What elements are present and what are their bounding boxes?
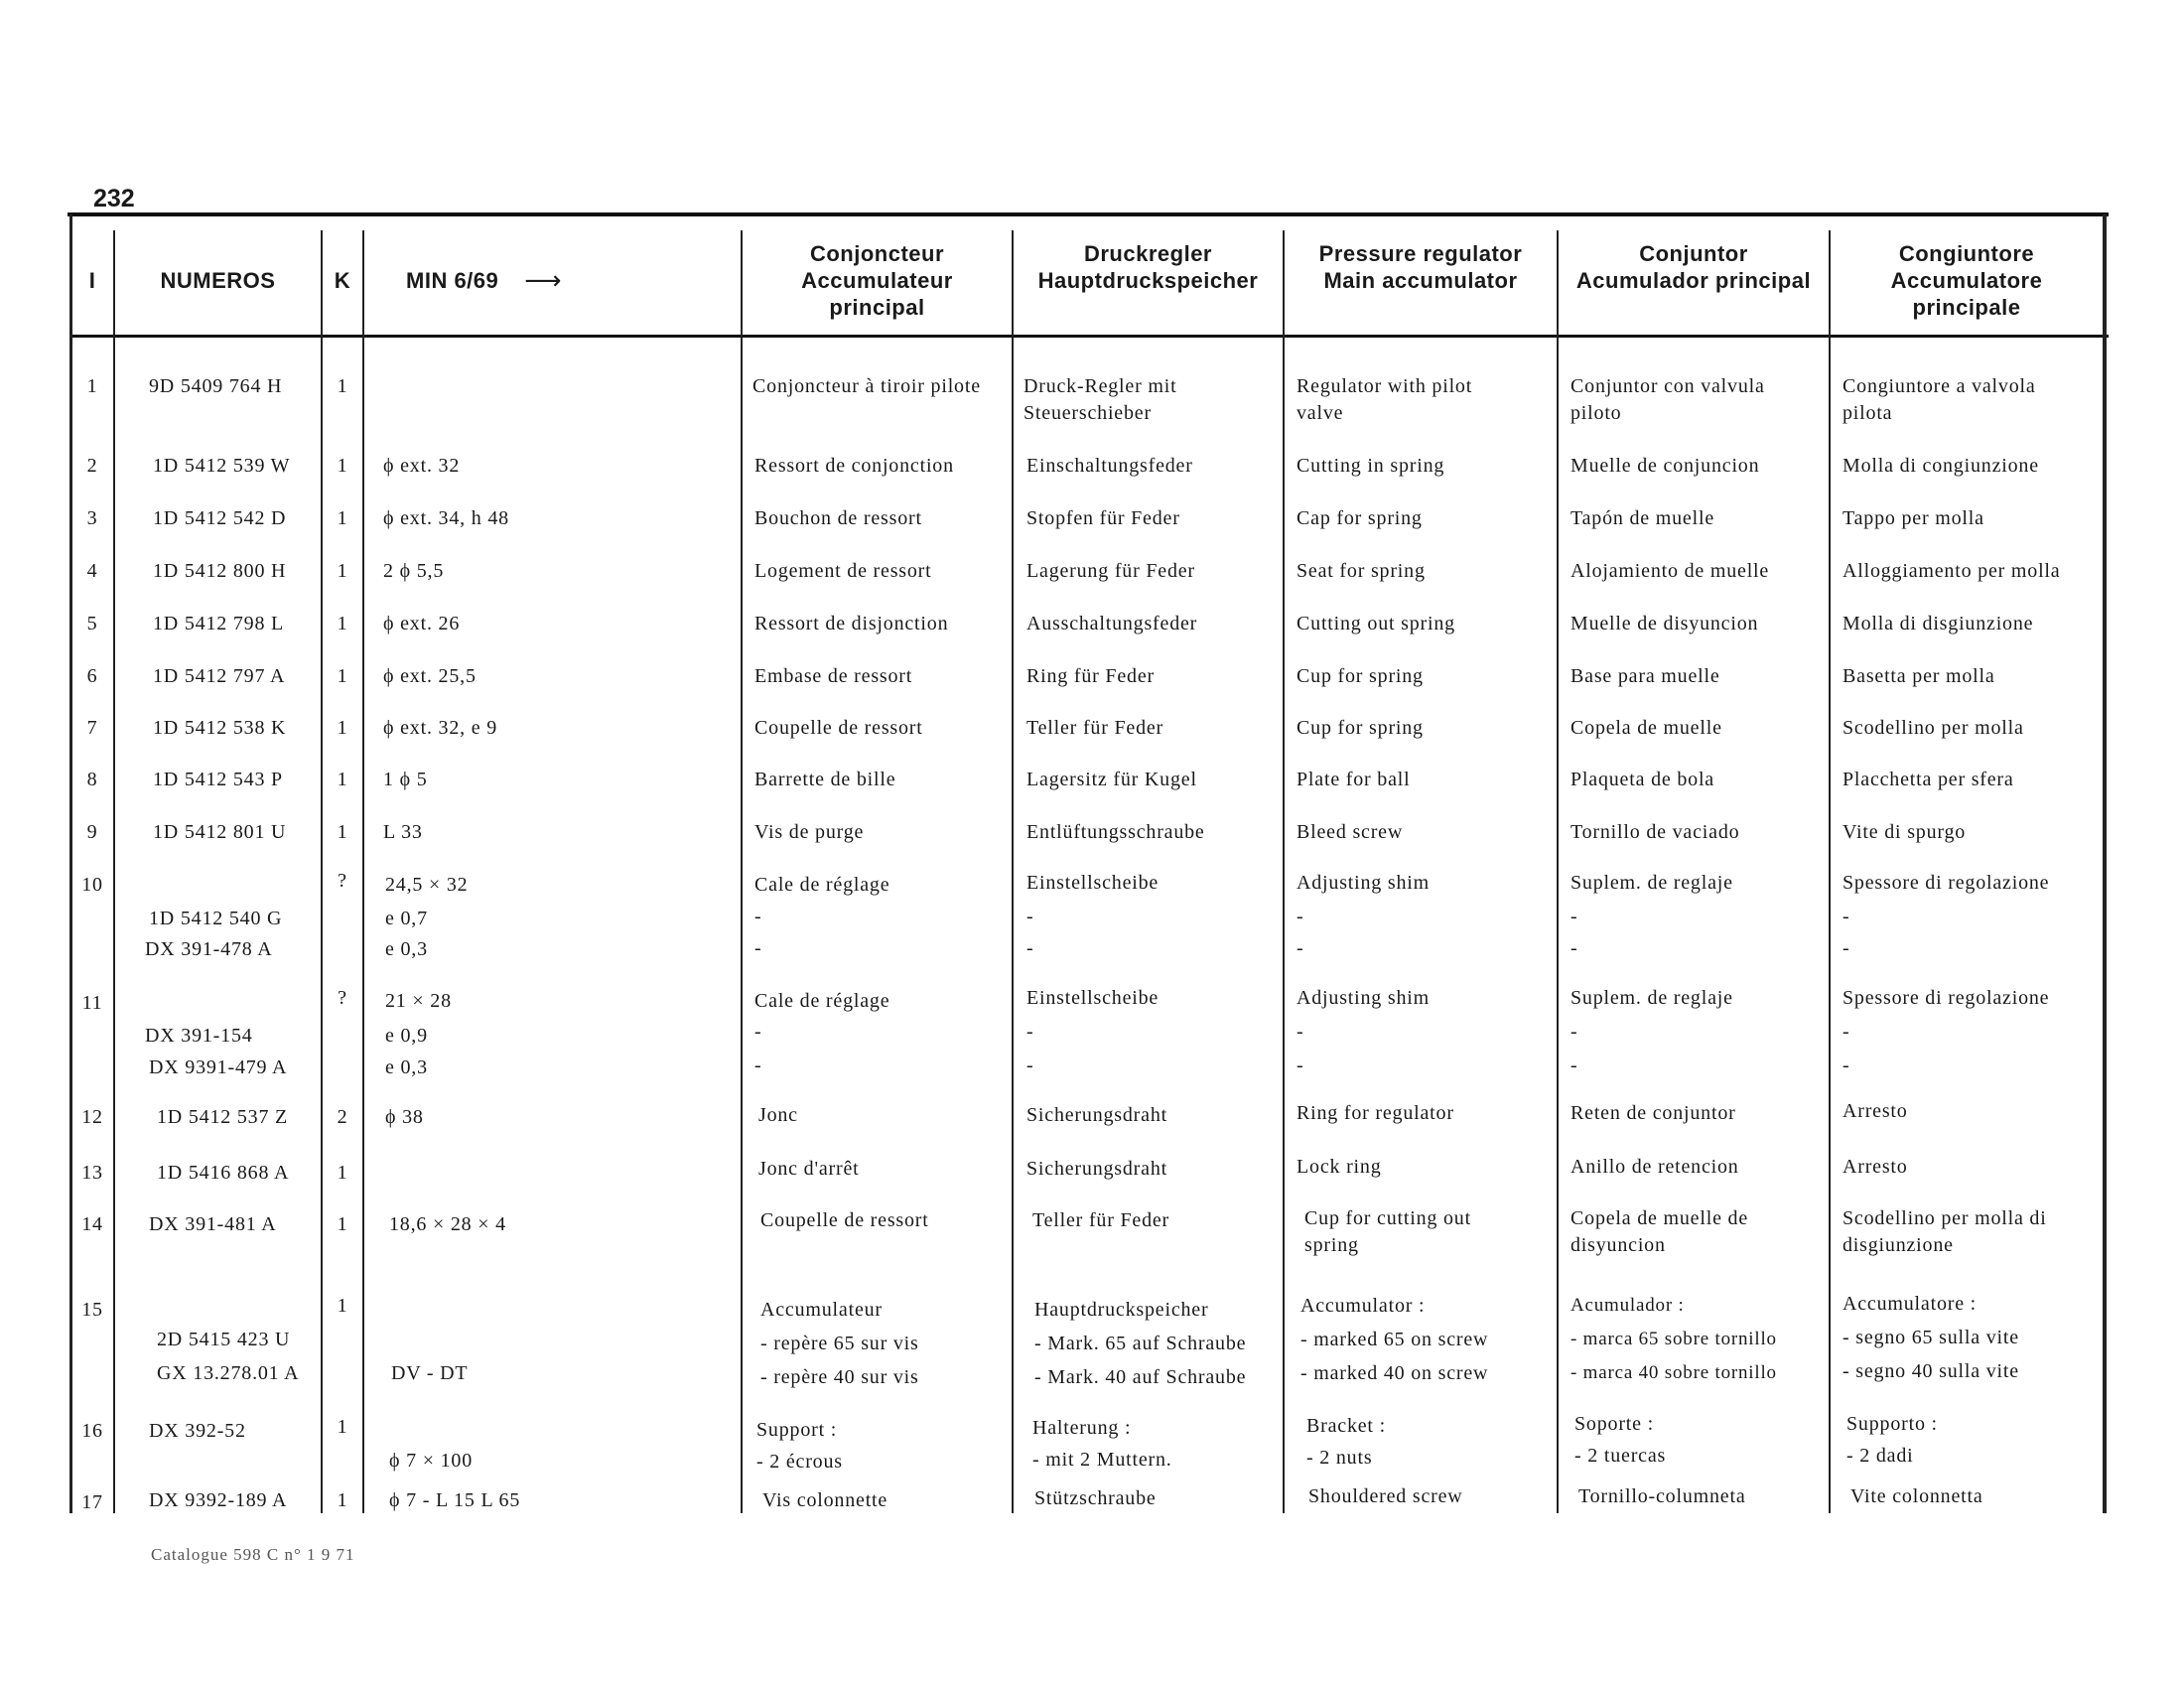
quantity: ? <box>338 870 347 892</box>
desc-en: Ring for regulator <box>1297 1102 1454 1124</box>
desc-en: Cup for spring <box>1297 717 1424 739</box>
desc-de: Einstellscheibe <box>1026 872 1160 894</box>
desc-de: Einstellscheibe <box>1026 987 1160 1009</box>
desc-en: Cup for spring <box>1297 665 1424 687</box>
desc-it: Alloggiamento per molla <box>1843 560 2061 582</box>
desc-fr: Jonc d'arrêt <box>758 1158 860 1180</box>
desc-fr: Coupelle de ressort <box>760 1209 929 1231</box>
header-french: Conjoncteur Accumulateur principal <box>801 240 953 320</box>
part-number: GX 13.278.01 A <box>157 1362 300 1384</box>
desc-es: Copela de muelle de disyuncion <box>1570 1207 1749 1256</box>
col-divider <box>1829 230 1831 1513</box>
dash-es: - <box>1570 1055 1578 1076</box>
row-index: 3 <box>86 507 98 529</box>
desc-en: Shouldered screw <box>1308 1485 1463 1507</box>
desc-es: Suplem. de reglaje <box>1570 872 1733 894</box>
quantity: 1 <box>337 455 348 477</box>
desc-es: Conjuntor con valvula piloto <box>1570 375 1765 424</box>
desc-de: Einschaltungsfeder <box>1026 455 1193 477</box>
dimension: e 0,7 <box>385 908 428 929</box>
dimension: ϕ ext. 26 <box>383 613 461 634</box>
quantity: 1 <box>337 665 348 687</box>
desc-fr: Vis de purge <box>754 821 865 843</box>
col-divider <box>362 230 364 1513</box>
part-number: 1D 5412 538 K <box>153 717 287 739</box>
desc-it: Scodellino per molla di disgiunzione <box>1843 1207 2047 1256</box>
part-number: 1D 5412 537 Z <box>157 1106 289 1128</box>
desc-es: Reten de conjuntor <box>1570 1102 1736 1124</box>
desc-de: Halterung : - mit 2 Muttern. <box>1032 1417 1172 1471</box>
row-index: 12 <box>81 1106 103 1128</box>
dash-en: - <box>1297 1021 1304 1043</box>
desc-de: Entlüftungsschraube <box>1026 821 1205 843</box>
dimension: L 33 <box>383 821 423 843</box>
dash-it: - <box>1843 1055 1850 1076</box>
part-number: 1D 5412 797 A <box>153 665 286 687</box>
desc-fr: Cale de réglage <box>754 990 890 1012</box>
part-number: 1D 5412 800 H <box>153 560 287 582</box>
header-bottom-border <box>71 335 2109 338</box>
desc-de: Druck-Regler mit Steuerschieber <box>1024 375 1177 424</box>
dash-fr: - <box>754 937 762 959</box>
part-number: 1D 5412 542 D <box>153 507 287 529</box>
dimension: e 0,3 <box>385 938 428 960</box>
row-index: 14 <box>81 1213 103 1235</box>
row-index: 13 <box>81 1162 103 1184</box>
desc-en: Cutting out spring <box>1297 613 1455 634</box>
desc-en: Adjusting shim <box>1297 987 1430 1009</box>
dash-it: - <box>1843 906 1850 927</box>
desc-it: Spessore di regolazione <box>1843 872 2050 894</box>
header-index: I <box>88 267 96 293</box>
desc-en: Cap for spring <box>1297 507 1423 529</box>
desc-en: Cutting in spring <box>1297 455 1445 477</box>
desc-en: Lock ring <box>1297 1156 1382 1178</box>
quantity: 1 <box>337 769 348 790</box>
part-number: 1D 5412 543 P <box>153 769 283 790</box>
dash-de: - <box>1026 937 1034 959</box>
quantity: ? <box>338 987 347 1009</box>
page-number: 232 <box>93 185 135 212</box>
desc-es: Tornillo-columneta <box>1578 1485 1746 1507</box>
dash-es: - <box>1570 1021 1578 1043</box>
desc-it: Arresto <box>1843 1100 1908 1122</box>
desc-it: Scodellino per molla <box>1843 717 2024 739</box>
dash-de: - <box>1026 1055 1034 1076</box>
desc-de: Ausschaltungsfeder <box>1026 613 1198 634</box>
header-english: Pressure regulator Main accumulator <box>1318 241 1523 293</box>
desc-en: Seat for spring <box>1297 560 1426 582</box>
desc-en: Adjusting shim <box>1297 872 1430 894</box>
desc-fr: Accumulateur - repère 65 sur vis - repère 40 sur vis <box>760 1299 919 1388</box>
quantity: 1 <box>337 1416 348 1438</box>
quantity: 2 <box>337 1106 348 1128</box>
desc-fr: Support : - 2 écrous <box>756 1419 843 1473</box>
dimension: 2 ϕ 5,5 <box>383 560 445 582</box>
catalogue-footer: Catalogue 598 C n° 1 9 71 <box>151 1545 355 1564</box>
row-index: 8 <box>86 769 98 790</box>
desc-es: Copela de muelle <box>1570 717 1722 739</box>
dimension: e 0,3 <box>385 1056 428 1078</box>
dash-es: - <box>1570 906 1578 927</box>
dash-fr: - <box>754 906 762 927</box>
header-min <box>364 234 741 326</box>
row-index: 11 <box>81 992 103 1014</box>
desc-es: Acumulador : - marca 65 sobre tornillo - marca 40 sobre tornillo <box>1570 1295 1777 1383</box>
desc-fr: Vis colonnette <box>762 1489 888 1511</box>
desc-es: Tornillo de vaciado <box>1570 821 1740 843</box>
desc-en: Cup for cutting out spring <box>1304 1207 1471 1256</box>
table-right-border <box>2103 214 2107 1513</box>
dimension: 1 ϕ 5 <box>383 769 428 790</box>
col-divider <box>1012 230 1014 1513</box>
row-index: 9 <box>86 821 98 843</box>
dash-es: - <box>1570 937 1578 959</box>
desc-it: Molla di congiunzione <box>1843 455 2039 477</box>
part-number: 1D 5412 798 L <box>153 613 285 634</box>
dash-fr: - <box>754 1055 762 1076</box>
desc-fr: Logement de ressort <box>754 560 932 582</box>
quantity: 1 <box>337 717 348 739</box>
row-index: 5 <box>86 613 98 634</box>
dimension: ϕ 7 - L 15 L 65 <box>389 1489 521 1511</box>
dash-en: - <box>1297 1055 1304 1076</box>
row-index: 2 <box>86 455 98 477</box>
desc-it: Spessore di regolazione <box>1843 987 2050 1009</box>
table-top-border <box>68 212 2109 216</box>
desc-es: Plaqueta de bola <box>1570 769 1714 790</box>
dimension: DV - DT <box>391 1362 469 1384</box>
part-number: 1D 5412 540 G <box>149 908 283 929</box>
desc-es: Suplem. de reglaje <box>1570 987 1733 1009</box>
part-number: DX 9392-189 A <box>149 1489 288 1511</box>
header-min-label: MIN 6/69 <box>406 267 499 293</box>
row-index: 7 <box>86 717 98 739</box>
header-numeros: NUMEROS <box>160 267 276 293</box>
dash-de: - <box>1026 906 1034 927</box>
desc-it: Placchetta per sfera <box>1843 769 2014 790</box>
desc-de: Lagerung für Feder <box>1026 560 1195 582</box>
part-number: DX 9391-479 A <box>149 1056 288 1078</box>
desc-de: Sicherungsdraht <box>1026 1104 1167 1126</box>
dash-en: - <box>1297 937 1304 959</box>
desc-fr: Ressort de disjonction <box>754 613 949 634</box>
arrow-right-icon: ⟶ <box>524 264 563 295</box>
part-number: DX 391-481 A <box>149 1213 277 1235</box>
dimension: ϕ 38 <box>385 1106 424 1128</box>
quantity: 1 <box>337 613 348 634</box>
quantity: 1 <box>337 1162 348 1184</box>
desc-fr: Jonc <box>758 1104 798 1126</box>
row-index: 6 <box>86 665 98 687</box>
desc-es: Tapón de muelle <box>1570 507 1714 529</box>
desc-de: Sicherungsdraht <box>1026 1158 1167 1180</box>
dash-en: - <box>1297 906 1304 927</box>
part-number: 1D 5412 801 U <box>153 821 287 843</box>
row-index: 10 <box>81 874 103 896</box>
quantity: 1 <box>337 821 348 843</box>
dimension: ϕ 7 × 100 <box>389 1450 474 1472</box>
quantity: 1 <box>337 1295 348 1317</box>
desc-fr: Ressort de conjonction <box>754 455 954 477</box>
dimension: 24,5 × 32 <box>385 874 469 896</box>
desc-it: Supporto : - 2 dadi <box>1846 1413 1938 1467</box>
quantity: 1 <box>337 375 348 397</box>
part-number: 1D 5416 868 A <box>157 1162 290 1184</box>
desc-de: Stopfen für Feder <box>1026 507 1180 529</box>
desc-en: Accumulator : - marked 65 on screw - marked 40 on screw <box>1300 1295 1489 1384</box>
desc-it: Tappo per molla <box>1843 507 1984 529</box>
desc-it: Accumulatore : - segno 65 sulla vite - segno 40 sulla vite <box>1843 1293 2019 1382</box>
dimension: ϕ ext. 34, h 48 <box>383 507 509 529</box>
desc-de: Teller für Feder <box>1026 717 1164 739</box>
part-number: DX 392-52 <box>149 1420 246 1442</box>
desc-fr: Conjoncteur à tiroir pilote <box>752 375 981 397</box>
header-italian: Congiuntore Accumulatore principale <box>1890 240 2043 320</box>
part-number: DX 391-478 A <box>145 938 273 960</box>
col-divider <box>741 230 743 1513</box>
desc-es: Muelle de conjuncion <box>1570 455 1760 477</box>
desc-it: Basetta per molla <box>1843 665 1995 687</box>
desc-it: Vite colonnetta <box>1850 1485 1983 1507</box>
dimension: ϕ ext. 32 <box>383 455 461 477</box>
dimension: e 0,9 <box>385 1025 428 1047</box>
dash-de: - <box>1026 1021 1034 1043</box>
desc-es: Anillo de retencion <box>1570 1156 1739 1178</box>
desc-es: Alojamiento de muelle <box>1570 560 1770 582</box>
desc-it: Molla di disgiunzione <box>1843 613 2034 634</box>
dimension: 18,6 × 28 × 4 <box>389 1213 506 1235</box>
header-german: Druckregler Hauptdruckspeicher <box>1037 241 1259 293</box>
desc-it: Arresto <box>1843 1156 1908 1178</box>
desc-de: Stützschraube <box>1034 1487 1157 1509</box>
desc-fr: Coupelle de ressort <box>754 717 923 739</box>
part-number: DX 391-154 <box>145 1025 253 1047</box>
desc-fr: Bouchon de ressort <box>754 507 922 529</box>
part-number: 2D 5415 423 U <box>157 1329 291 1350</box>
dash-it: - <box>1843 1021 1850 1043</box>
header-spanish: Conjuntor Acumulador principal <box>1575 241 1812 293</box>
quantity: 1 <box>337 1213 348 1235</box>
desc-es: Muelle de disyuncion <box>1570 613 1759 634</box>
desc-it: Vite di spurgo <box>1843 821 1967 843</box>
desc-fr: Cale de réglage <box>754 874 890 896</box>
col-divider <box>113 230 115 1513</box>
desc-de: Teller für Feder <box>1032 1209 1170 1231</box>
row-index: 16 <box>81 1420 103 1442</box>
desc-fr: Barrette de bille <box>754 769 896 790</box>
quantity: 1 <box>337 507 348 529</box>
desc-en: Bracket : - 2 nuts <box>1306 1415 1386 1469</box>
desc-es: Soporte : - 2 tuercas <box>1574 1413 1667 1467</box>
desc-fr: Embase de ressort <box>754 665 913 687</box>
part-number: 9D 5409 764 H <box>149 375 283 397</box>
col-divider <box>1557 230 1559 1513</box>
desc-en: Bleed screw <box>1297 821 1404 843</box>
dimension: ϕ ext. 25,5 <box>383 665 477 687</box>
row-index: 17 <box>81 1491 103 1513</box>
desc-de: Ring für Feder <box>1026 665 1155 687</box>
desc-en: Regulator with pilot valve <box>1297 375 1473 424</box>
row-index: 1 <box>86 375 98 397</box>
quantity: 1 <box>337 560 348 582</box>
dash-fr: - <box>754 1021 762 1043</box>
dimension: ϕ ext. 32, e 9 <box>383 717 498 739</box>
desc-de: Lagersitz für Kugel <box>1026 769 1197 790</box>
dimension: 21 × 28 <box>385 990 452 1012</box>
quantity: 1 <box>337 1489 348 1511</box>
desc-it: Congiuntore a valvola pilota <box>1843 375 2036 424</box>
desc-en: Plate for ball <box>1297 769 1411 790</box>
part-number: 1D 5412 539 W <box>153 455 291 477</box>
row-index: 15 <box>81 1299 103 1321</box>
desc-es: Base para muelle <box>1570 665 1720 687</box>
header-k: K <box>334 267 351 293</box>
row-index: 4 <box>86 560 98 582</box>
col-divider <box>1283 230 1285 1513</box>
dash-it: - <box>1843 937 1850 959</box>
desc-de: Hauptdruckspeicher - Mark. 65 auf Schraube - Mark. 40 auf Schraube <box>1034 1299 1247 1388</box>
